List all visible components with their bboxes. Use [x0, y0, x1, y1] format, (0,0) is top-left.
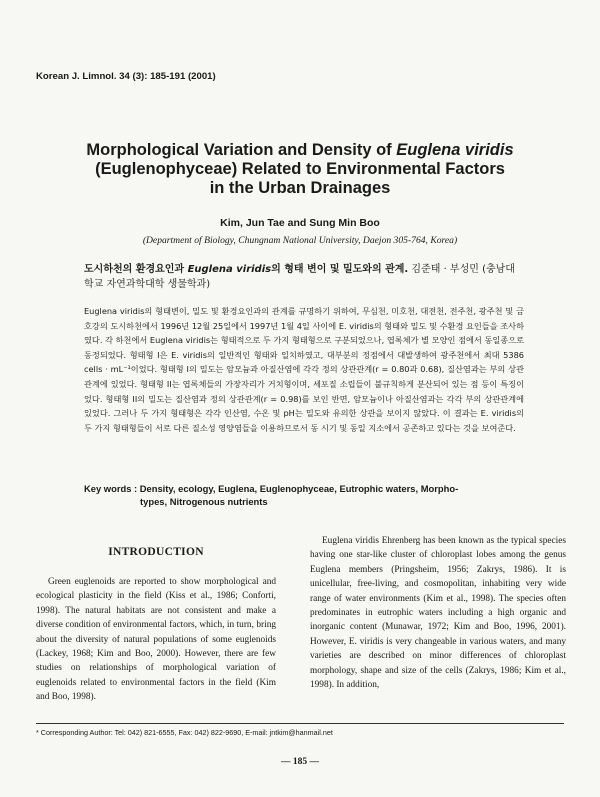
footnote: * Corresponding Author: Tel: 042) 821-6555, Fax: 042) 822-9690, E-mail: jntkim@hanmail.net — [36, 728, 333, 737]
korean-title: 도시하천의 환경요인과 Euglena viridis의 형태 변이 및 밀도와의 관계. 김준태 · 부성민 (충남대학교 자연과학대학 생물학과) — [84, 264, 515, 290]
intro-paragraph-1: Green euglenoids are reported to show morphological and ecological plasticity in the field (Kiss et al., 1986; Conforti, 1998). The natural habitats are not consistent and make a diverse condition of environmental factors, which, in turn, bring about the diversity of natural populations of some euglenoids (Lackey, 1968; Kim and Boo, 2000). However, there are few studies on relationships of morphological variation of euglenoids related to environmental factors in the field (Kim and Boo, 1998). — [36, 577, 276, 703]
title-line-3: in the Urban Drainages — [209, 179, 391, 197]
right-column — [310, 534, 566, 692]
page-number: — 185 — — [281, 757, 319, 767]
keywords-line-1: Density, ecology, Euglena, Euglenophyceae, Eutrophic waters, Morpho- — [139, 483, 459, 494]
journal-citation: Korean J. Limnol. 34 (3): 185-191 (2001) — [36, 71, 216, 82]
introduction-heading: INTRODUCTION — [108, 546, 204, 558]
keywords — [84, 482, 524, 508]
keywords-label: Key words : — [84, 483, 140, 494]
left-column — [36, 575, 276, 705]
paper-title — [60, 141, 540, 198]
title-line-1: Morphological Variation and Density of Euglena viridis — [86, 141, 514, 159]
authors: Kim, Jun Tae and Sung Min Boo — [220, 217, 380, 229]
korean-abstract: Euglena viridis의 형태변이, 밀도 및 환경요인과의 관계를 규명하기 위하여, 무심천, 미호천, 대전천, 전주천, 광주천 및 금호강의 도시하천에서 1996년 12월 25일에서 1997년 1월 4일 사이에 E. viridis의 형태와 밀도 및 수환경 요인들을 조사하였다. 각 하천에서 Euglena viridis는 형태적으로 두 가지 형태형으로 구분되었으나, 엽록체가 별 모양인 점에서 동일종으로 동정되었다. 형태형 I은 E. viridis의 일반적인 형태와 일치하였고, 대부분의 정점에서 대발생하여 광주천에서 최대 5386 cells · mL⁻¹이었다. 형태형 I의 밀도는 암모늄과 아질산염에 각각 정의 상관관계(r = 0.80과 0.68), 질산염과는 부의 상관관계에 있었다. 형태형 II는 엽록체들의 가장자리가 거치형이며, 세포질 소립들이 불규칙하게 분산되어 있는 점 등이 특징이었다. 형태형 II의 밀도는 질산염과 정의 상관관계(r = 0.98)를 보인 반면, 암모늄이나 아질산염과는 각각 부의 상관관계에 있었다. 그러나 두 가지 형태형은 각각 인산염, 수온 및 pH는 밀도와 유의한 상관을 보이지 않았다. 이 결과는 E. viridis의 두 가지 형태형들이 서로 다른 질소성 영양염들을 이용하므로서 동 시기 및 동일 지소에서 공존하고 있다는 것을 보여준다. — [84, 306, 524, 433]
affiliation: (Department of Biology, Chungnam National University, Daejon 305-764, Korea) — [142, 235, 458, 246]
intro-paragraph-2: Euglena viridis Ehrenberg has been known as the typical species having one star-like cluster of chloroplast lobes among the genus Euglena members (Pringsheim, 1956; Zakrys, 1986). It is unicellular, free-living, and cosmopolitan, inhabiting very wide range of water environments (Kim et al., 1998). The species often predominates in eutrophic waters including a high organic and inorganic content (Munawar, 1972; Kim and Boo, 1996, 2001). However, E. viridis is very changeable in various waters, and many varieties are described on minor differences of chloroplast morphology, shape and size of the cells (Zakrys, 1986; Kim et al., 1998). In addition, — [310, 536, 566, 691]
footnote-divider — [36, 723, 564, 724]
title-line-2: (Euglenophyceae) Related to Environmental Factors — [95, 160, 505, 178]
keywords-line-2: types, Nitrogenous nutrients — [140, 496, 268, 507]
